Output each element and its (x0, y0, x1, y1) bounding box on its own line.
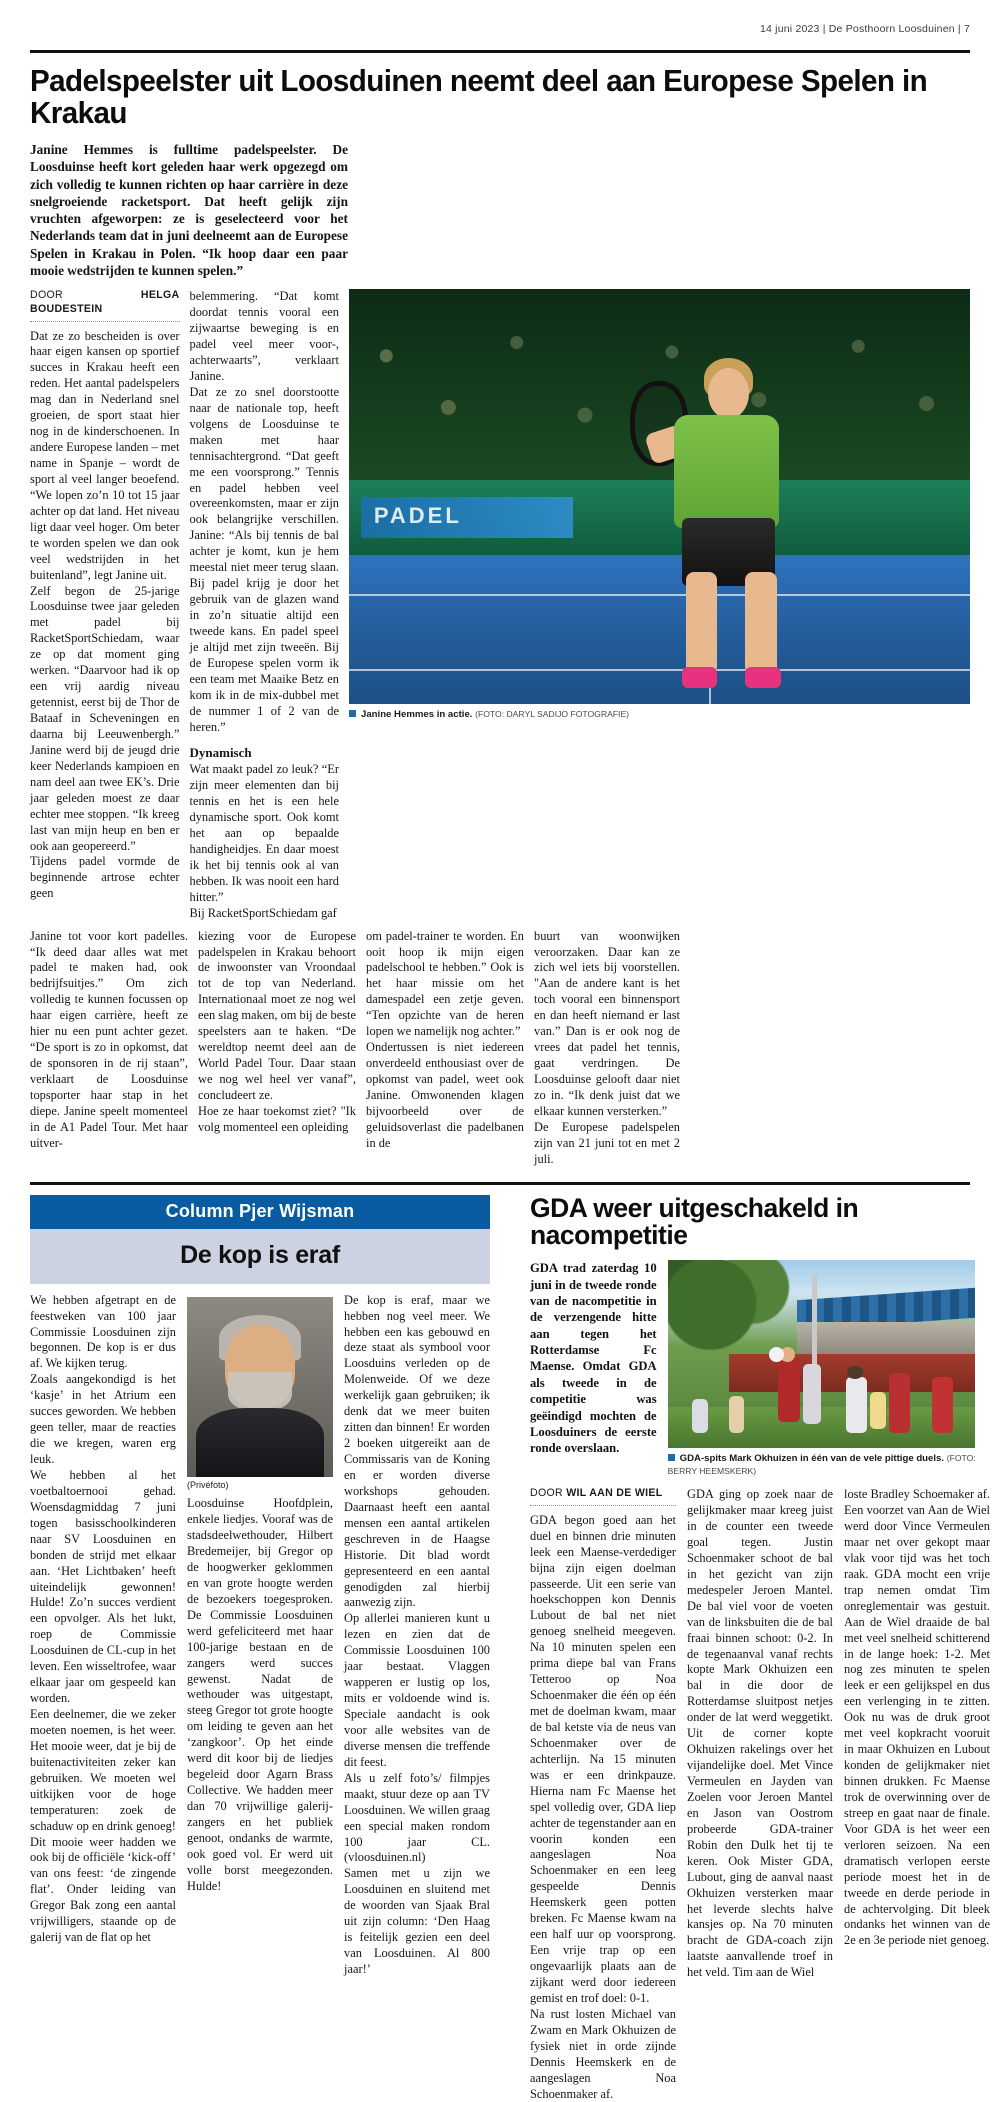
paragraph: GDA begon goed aan het duel en binnen drie minuten leek een Maense-verdediger bijna zijn eigen doelman passeerde. Uit een serie van hoekschoppen kon Dennis Lubout de bal net niet genoeg snelheid meegeven. Na 10 minuten spelen een prima diepe bal van Frans Tetteroo op Noa Schoenmaker die één op één met de doelman kwam, maar de bal ketste via de neus van Schoenmaker over de achterlijn. Na 15 minuten was er een drinkpauze. Hierna nam Fc Maense het spel volledig over, GDA liep achter de tegenstander aan en voorin konden een aangeslagen Noa Schoenmaker en een leeg gespeelde Dennis Heemskerk geen potten breken. Fc Maense kwam na een half uur op voorsprong. Een vrije trap op een ongevaarlijk plaats aan de zijkant werd door iedereen gemist en trof doel: 0-1. (530, 1512, 676, 2005)
running-head (30, 0, 970, 46)
paragraph: Als u zelf foto’s/ filmpjes maakt, stuur deze op aan TV Loosduinen. We willen graag een special maken rondom 100 jaar CL. (vloosduinen.nl) (344, 1770, 490, 1865)
portrait-caption: (Privéfoto) (187, 1479, 229, 1490)
running-head-text: 14 juni 2023 | De Posthoorn Loosduinen | 7 (759, 23, 970, 35)
main-photo-wrapper (349, 289, 970, 921)
paragraph: kiezing voor de Europese padelspelen in Krakau behoort de inwoonster van Vroondaal tot de top van Nederland. Internationaal moet ze nog wel een slag maken, om bij de beste speelsters aan te haken. “De wereldtop neemt deel aan de World Padel Tour. Daar staan we nog wel heel ver vanaf”, concludeert ze. (198, 928, 356, 1102)
article-main-lower-col-1 (30, 929, 188, 1168)
photo-caption (349, 709, 970, 722)
column-article (30, 1185, 490, 2102)
gda-byline (530, 1487, 676, 1501)
caption-credit: (FOTO: BERRY HEEMSKERK) (667, 1453, 976, 1477)
column-col-2 (187, 1293, 333, 1978)
paragraph: We hebben afgetrapt en de feestweken van 100 jaar Commissie Loosduinen zijn begonnen. De kop is er dus af. We kijken terug. (30, 1292, 176, 1371)
paragraph: Na rust losten Michael van Zwam en Mark Okhuizen de fysiek niet in orde zijnde Dennis Heemskerk en de aangeslagen Noa Schoenmaker af. (530, 2006, 676, 2101)
article-main-upper (30, 289, 970, 921)
column-col-1 (30, 1293, 176, 1978)
paragraph: Tijdens padel vormde de beginnende artrose echter geen (30, 854, 180, 901)
paragraph: Zoals aangekondigd is het ‘kasje’ in het Atrium een succes geworden. We hebben geen teller, maar de reacties die we kregen, waren erg leuk. (30, 1372, 176, 1467)
gda-col-3 (844, 1487, 990, 2102)
gda-photo-wrapper (668, 1260, 1000, 1479)
paragraph: Janine tot voor kort padelles. “Ik deed daar alles wat met padel te maken had, ook bedrijfsuitjes.” Om zich volledig te kunnen focussen op haar eigen carrière, heeft ze hier nu een punt achter gezet. “De sport is zo in opkomst, dat de sponsoren in de rij staan”, verklaart de Loosduinse topsporter haar stap in het diepe. Janine speelt momenteel in de A1 Padel Tour. Met haar uitver- (30, 928, 188, 1150)
lead-paragraph: Janine Hemmes is fulltime padelspeelster. De Loosduinse heeft kort geleden haar werk opgezegd om zich volledig te kunnen richten op haar carrière in deze snelgroeiende racketsport. Dat heeft gelijk zijn vruchten afgeworpen: ze is geselecteerd voor het Nederlands team dat in juni deelneemt aan de Europese Spelen in Krakau in Polen. “Ik hoop daar een paar mooie wedstrijden te kunnen spelen.” (30, 142, 348, 278)
paragraph: Dat ze zo snel doorstootte naar de nationale top, heeft volgens de Loosduinse te maken met haar tennisachtergrond. “Dat geeft me een voorsprong.” Tennis en padel hebben veel overeenkomsten, maar er zijn ook belangrijke verschillen. Janine: “Als bij tennis de bal achter je komt, kun je hem meestal niet meer terug slaan. Bij padel krijg je door het gebruik van de glazen wand in zo’n situatie altijd een tweede kans. En padel speel je altijd met zijn tweeën. Bij de Europese spelen vorm ik een team met Maaike Betz en kom ik in de mix-dubbel met de nummer 1 of 2 van de heren.” (189, 384, 339, 734)
paragraph: Een deelnemer, die we zeker moeten noemen, is het weer. Het mooie weer, dat je bij de buitenactiviteiten zeker kan gebruiken. We moeten wel uitkijken voor de hoge temperaturen: zoek de schaduw op en drink genoeg! (30, 1707, 176, 1833)
paragraph: Dit mooie weer hadden we ook bij de officiële ‘kick-off’ van ons feest: ‘de zingende flat’. Onder leiding van Gregor Bak zong een aantal vrijwilligers, staande op de galerij van de flat op het (30, 1834, 176, 1945)
paragraph: Bij RacketSportSchiedam gaf (189, 905, 337, 920)
caption-text: Janine Hemmes in actie. (361, 709, 473, 721)
paragraph: buurt van woonwijken veroorzaken. Daar kan ze zich wel iets bij voorstellen. "Aan de andere kant is het toch vooral een binnensport en dan heeft niemand er last van.” Dan is er ook nog de vrees dat padel het tennis, gaat verdringen. De Loosduinse gelooft daar niet zo in. “Ik denk juist dat we elkaar kunnen versterken.” (534, 928, 680, 1118)
paragraph: Hoe ze haar toekomst ziet? "Ik volg momenteel een opleiding (198, 1103, 356, 1134)
gda-intro: GDA trad zaterdag 10 juni in de tweede ronde van de nacompetitie in de verzengende hitte aan tegen het Rotterdamse Fc Maense. Omdat GDA als tweede in de competitie was geëindigd mochten de Loosduiners de eerste ronde overslaan. (530, 1261, 657, 1456)
subheading: Dynamisch (189, 744, 252, 760)
bottom-section (30, 1185, 990, 2102)
paragraph: De Europese padelspelen zijn van 21 juni tot en met 2 juli. (534, 1119, 680, 1166)
gda-col-2 (687, 1487, 833, 2102)
caption-marker-icon (349, 710, 356, 717)
caption-text: GDA-spits Mark Okhuizen in één van de vele pittige duels. (679, 1453, 945, 1465)
byline-prefix: DOOR (530, 1487, 563, 1500)
article-main-lower (30, 929, 970, 1168)
gda-article (530, 1185, 1000, 2102)
column-columns (30, 1293, 490, 1978)
photo-gda-match (668, 1260, 975, 1448)
gda-top (530, 1260, 1000, 1479)
paragraph: Dat ze zo bescheiden is over haar eigen kansen op sportief succes in Krakau heeft een reden. Het aantal padelspelers mag dan in Nederland snel groeien, de sport staat hier nog in de kinderschoenen. In andere Europese landen – met name in Spanje – wordt de sport al veel langer beoefend. “We lopen zo’n 10 tot 15 jaar achter op dat land. Het niveau ligt daar veel hoger. Om beter te worden spelen we dan ook veel wedstrijden in het buitenland”, legt Janine uit. (30, 328, 180, 582)
paragraph: Ondertussen is niet iedereen onverdeeld enthousiast over de opkomst van padel, weet ook Janine. Omwonenden klagen bijvoorbeeld over de geluidsoverlast die padelbanen in de (366, 1040, 524, 1150)
page-title: Padelspeelster uit Loosduinen neemt deel aan Europese Spelen in Krakau (30, 64, 928, 131)
article-main-lower-col-2 (198, 929, 356, 1168)
article-main-lower-col-4 (534, 929, 680, 1168)
column-title-area (30, 1229, 490, 1284)
paragraph: Samen met u zijn we Loosduinen en sluitend met de woorden van Sjaak Bral uit zijn column: ‘Den Haag is feitelijk gezien een deel van Loosduinen. Al 800 jaar!’ (344, 1866, 490, 1977)
caption-marker-icon (668, 1454, 675, 1461)
photo-subject (641, 347, 827, 687)
article-main-col-1 (30, 289, 180, 921)
paragraph: Zelf begon de 25-jarige Loosduinse twee jaar geleden met padel bij RacketSportSchiedam, waar ze op dat moment ging werken. “Daarvoor had ik op een vrij aardig niveau getennist, eerst bij de Thor de Bataaf in Scheveningen en daarna bij Leeuwenbergh.” Janine werd bij de jeugd drie keer Nederlands kampioen en nam deel aan twee EK’s. Drie jaar geleden moest ze daar echter mee stoppen. “Ik kreeg last van mijn heup en ben er ook aan geopereerd.” (30, 583, 180, 853)
column-title: De kop is eraf (180, 1240, 340, 1269)
paragraph: Loosduinse Hoofdplein, enkele liedjes. Vooraf was de stadsdeelwethouder, Hilbert Bredemeijer, bij Gregor op de hoogwerker geklommen en van grote hoogte werden de bezoekers toegesproken. De Commissie Loosduinen werd gefeliciteerd met haar 100-jarige bestaan en de zangers werd succes gewenst. Nadat de wethouder was uitgestapt, steeg Gregor tot grote hoogte om leiding te geven aan het ‘zangkoor’. Op het einde werd dit koor bij de liedjes begeleid door Agarn Brass Collective. We hadden meer dan 70 vrijwillige galerij-zangers en het publiek genoot, ondanks de warmte, ook goed vol. Er werd uit volle borst meegezonden. Hulde! (187, 1496, 333, 1893)
byline-divider (530, 1504, 676, 1506)
paragraph: GDA ging op zoek naar de gelijkmaker maar kreeg juist in de counter een tweede goal tegen. Justin Schoenmaker schoot de bal in het gezicht van zijn medespeler Jeroen Mantel. De bal viel voor de voeten van de linksbuiten die de bal fraai binnen schoot: 0-2. In de tegenaanval vanaf rechts kopte Mark Okhuizen een bal in die door de Rotterdamse sluitpost netjes onder de lat werd weggetikt. Uit de corner kopte Okhuizen rakelings over het vijandelijke doel. Met Vince Vermeulen en Jayden van Zoelen voor Jeroen Mantel en Jason van Oostrom probeerde GDA-trainer Robin den Dulk het tij te keren. Ook Mister GDA, Lubout, ging de aanval naast Okhuizen versterken maar het leverde slechts halve kansjes op. Na 70 minuten bracht de GDA-coach zijn laatste aanvallende troef in het veld. Tim aan de Wiel (687, 1487, 833, 1980)
byline (30, 289, 180, 316)
column-col-3 (344, 1293, 490, 1978)
gda-headline: GDA weer uitgeschakeld in nacompetitie (530, 1192, 859, 1251)
photo-janine-hemmes: PADEL (349, 289, 970, 704)
byline-divider (30, 320, 180, 322)
byline-author: WIL AAN DE WIEL (566, 1487, 663, 1500)
paragraph: loste Bradley Schoemaker af. Een voorzet van Aan de Wiel werd door Vince Vermeulen maar net over gekopt maar vlak voor tijd was het toch raak. GDA mocht een vrije trap nemen omdat Tim onreglementair was gestuit. Aan de Wiel draaide de bal met veel snelheid schitterend in de lange hoek: 1-2. Met nog zes minuten te spelen leek er een gelijkspel en dus een verlenging in te zitten. Ook nu was de druk groot met veel kopkracht vooruit in maar Okhuizen en Lubout konden de gelijkmaker niet binnen drukken. Fc Maense trok de overwinning over de streep en gaat naar de finale. Voor GDA is het weer een verloren seizoen. Na een dramatisch verlopen eerste periode moest het in de tweede en derde periode in de achtervolging. Dit bleek ondanks het winnen van de 2e en 3e periode niet genoeg. (844, 1487, 990, 1948)
gda-col-1 (530, 1487, 676, 2102)
byline-author: HELGA BOUDESTEIN (30, 289, 180, 315)
caption-credit: (FOTO: DARYL SADIJO FOTOGRAFIE) (475, 709, 630, 720)
paragraph: Wat maakt padel zo leuk? “Er zijn meer elementen dan bij tennis en het is een hele dynamische sport. Ook komt het aan op bepaalde handigheidjes. En daar moest ik het bij tennis ook al van hebben. Ik was nooit een hard hitter.” (189, 762, 339, 904)
paragraph: We hebben al het voetbaltoernooi gehad. Woensdagmiddag 7 juni togen basisschoolkinderen naar SV Loosduinen en bonden de strijd met elkaar aan. ‘Het Lichtbaken’ heeft uiteindelijk gewonnen! Hulde! Zo’n succes verdient een opvolger. Als het lukt, roep de Commissie Loosduinen de CL-cup in het leven. Een wisseltrofee, waar elkaar jaar om gespeeld kan worden. (30, 1467, 176, 1706)
byline-prefix: DOOR (30, 289, 63, 302)
article-main-col-2 (190, 289, 340, 921)
portrait-photo-pjer-wijsman (187, 1297, 333, 1477)
paragraph: De kop is eraf, maar we hebben nog veel meer. We hebben een kas gebouwd en deze staat als symbool voor Loosduins verleden op de Molenweide. Of we deze werkelijk gaan gebruiken; ik denk dat we meer buiten zitten dan binnen! Er worden 2 boeken uitgereikt aan de Commissaris van de Koning en er worden diverse workshops gehouden. Daarnaast heeft een aantal mensen een aantal artikelen geschreven in de Haagse Historie. Dit blad wordt gepresenteerd en een aantal genodigden zal hierbij aanwezig zijn. (344, 1292, 490, 1610)
column-band-title: Column Pjer Wijsman (30, 1195, 490, 1229)
paragraph: belemmering. “Dat komt doordat tennis vooral een zijwaartse beweging is en padel veel meer voor-, achterwaarts”, verklaart Janine. (189, 289, 339, 383)
top-rule (30, 50, 970, 53)
gda-columns (530, 1487, 1000, 2102)
paragraph: Op allerlei manieren kunt u lezen en zien dat de Commissie Loosduinen 100 jaar bestaat. Vlaggen wapperen er lustig op los, mits er voldoende wind is. Speciale aandacht is ook voor alle websites van de diverse mensen die treffende dit feest. (344, 1611, 490, 1769)
gda-photo-caption (668, 1453, 1000, 1479)
paragraph: om padel-trainer te worden. En ooit hoop ik mijn eigen padelschool te hebben.” Ook is het haar missie om het damespadel een zetje geven. “Ten opzichte van de heren lopen we namelijk nog achter.” (366, 928, 524, 1039)
article-main-lower-col-3 (366, 929, 524, 1168)
